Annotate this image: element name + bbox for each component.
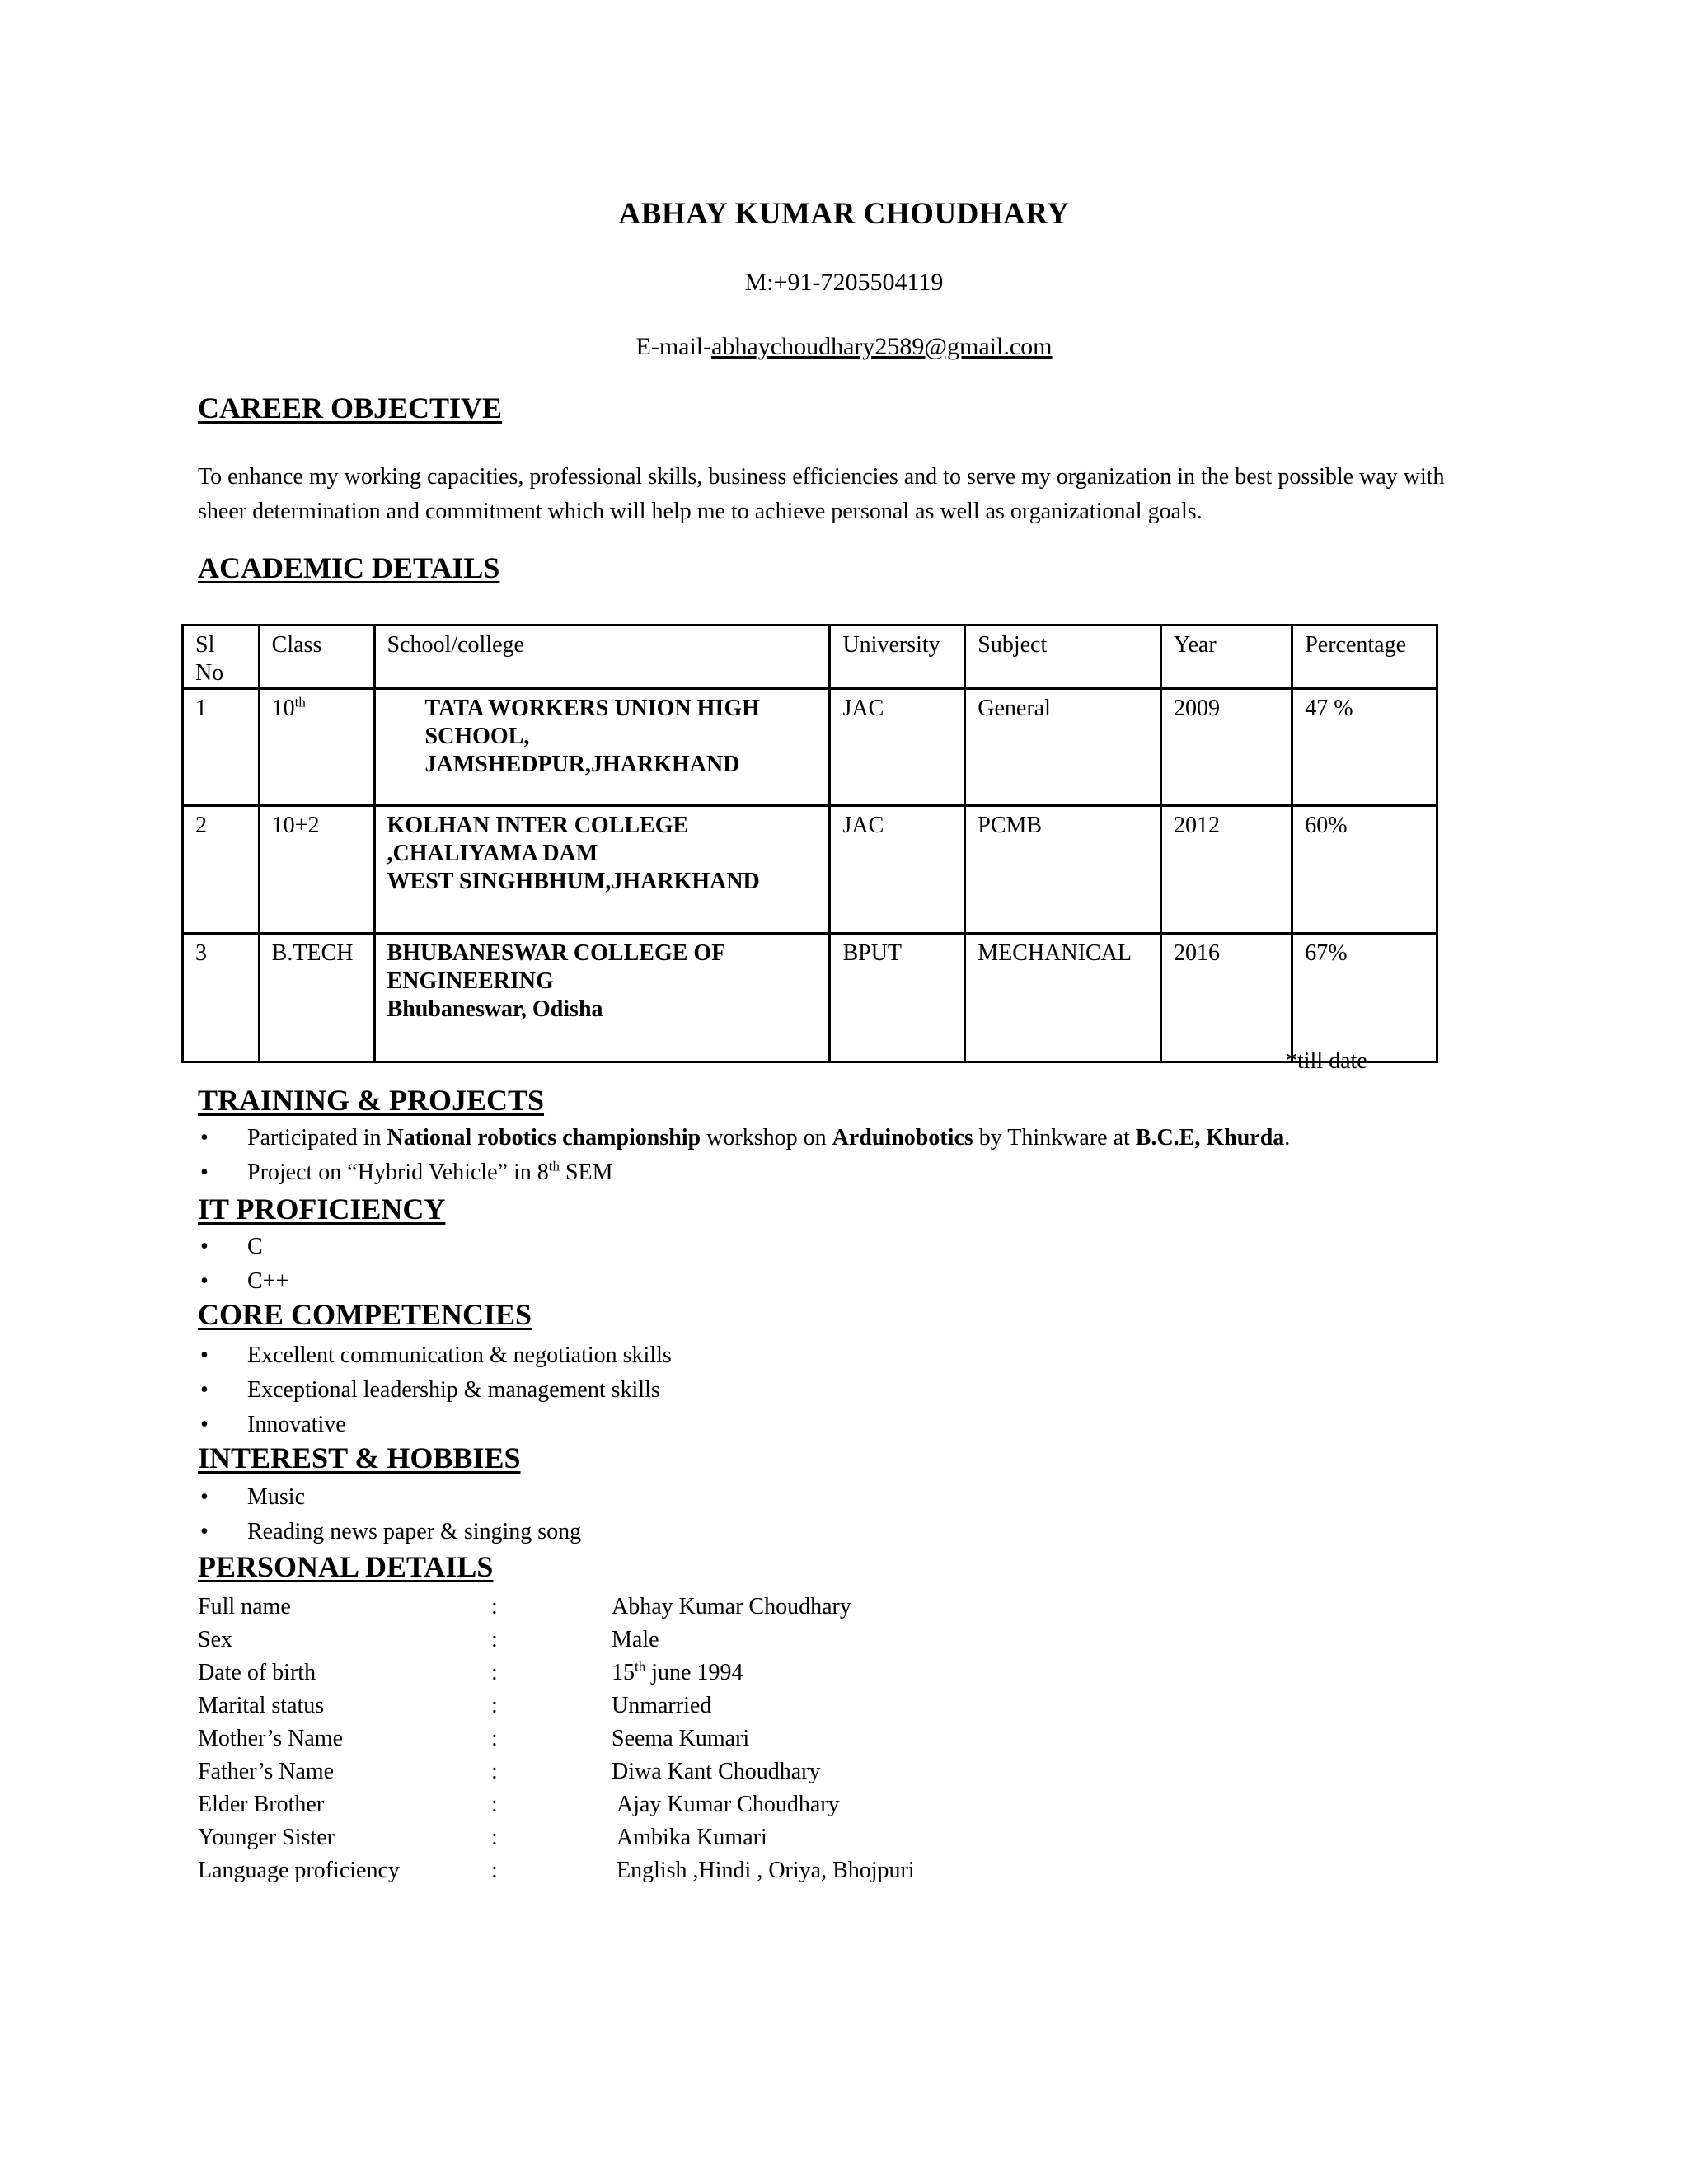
table-header-row [183,626,1437,689]
personal-value: Unmarried [612,1693,712,1718]
personal-value: Abhay Kumar Choudhary [612,1594,851,1619]
cell-percentage: 47 % [1292,689,1437,806]
cell-university: JAC [830,689,965,806]
till-date-footnote: *till date [1286,1048,1367,1074]
personal-label: Mother’s Name [198,1726,343,1751]
list-item: • Project on “Hybrid Vehicle” in 8th SEM [198,1155,1290,1190]
personal-colon: : [491,1627,498,1652]
personal-value: Ambika Kumari [617,1825,767,1850]
personal-colon: : [491,1792,498,1817]
list-item: • C [198,1230,288,1264]
personal-label: Younger Sister [198,1825,335,1850]
training-projects-heading: TRAINING & PROJECTS [198,1084,545,1117]
personal-colon: : [491,1759,498,1784]
email-link[interactable]: abhaychoudhary2589@gmail.com [711,333,1053,360]
cell-class: B.TECH [259,934,374,1062]
personal-value: 15th june 1994 [612,1658,743,1685]
cell-university: BPUT [830,934,965,1062]
list-item: • Innovative [198,1408,672,1442]
personal-details-heading: PERSONAL DETAILS [198,1550,494,1583]
cell-sl: 2 [183,806,260,934]
personal-colon: : [491,1660,498,1685]
cell-percentage: 60% [1292,806,1437,934]
email-line [0,333,1688,361]
candidate-name: ABHAY KUMAR CHOUDHARY [618,197,1070,231]
cell-subject: General [965,689,1161,806]
personal-colon: : [491,1825,498,1850]
cell-sl: 3 [183,934,260,1062]
core-list [198,1338,672,1442]
career-objective-heading: CAREER OBJECTIVE [198,391,503,424]
cell-class: 10th [259,689,374,806]
interest-hobbies-heading: INTEREST & HOBBIES [198,1441,521,1474]
personal-label: Language proficiency [198,1858,400,1883]
cell-year: 2009 [1161,689,1292,806]
personal-colon: : [491,1726,498,1751]
personal-value: Male [612,1627,659,1652]
col-header-year: Year [1161,626,1292,689]
interest-list [198,1480,581,1549]
col-header-sl: Sl No [183,626,260,689]
personal-label: Full name [198,1594,291,1619]
cell-year: 2012 [1161,806,1292,934]
personal-value: Diwa Kant Choudhary [612,1759,821,1784]
personal-value: English ,Hindi , Oriya, Bhojpuri [617,1858,915,1883]
table-row [183,689,1437,806]
col-header-percentage: Percentage [1292,626,1437,689]
academic-details-heading: ACADEMIC DETAILS [198,551,500,584]
it-list [198,1230,288,1299]
col-header-subject: Subject [965,626,1161,689]
personal-colon: : [491,1594,498,1619]
personal-colon: : [491,1858,498,1883]
training-list [198,1121,1290,1190]
col-header-university: University [830,626,965,689]
personal-label: Father’s Name [198,1759,335,1784]
cell-sl: 1 [183,689,260,806]
cell-subject: MECHANICAL [965,934,1161,1062]
core-competencies-heading: CORE COMPETENCIES [198,1298,532,1331]
col-header-school: School/college [374,626,830,689]
table-row [183,934,1437,1062]
academic-table [181,624,1438,1063]
cell-school: TATA WORKERS UNION HIGH SCHOOL, JAMSHEDPUR,JHARKHAND [374,689,830,806]
personal-label: Date of birth [198,1660,316,1685]
cell-class: 10+2 [259,806,374,934]
cell-school: KOLHAN INTER COLLEGE ,CHALIYAMA DAM WEST SINGHBHUM,JHARKHAND [374,806,830,934]
it-proficiency-heading: IT PROFICIENCY [198,1193,446,1226]
career-objective-text: To enhance my working capacities, professional skills, business efficiencies and to serve my organization in the best possible way with sheer determination and commitment which will help me to achieve personal as well as organizational goals. [198,464,1445,524]
personal-colon: : [491,1693,498,1718]
list-item: • Excellent communication & negotiation skills [198,1338,672,1373]
cell-subject: PCMB [965,806,1161,934]
personal-value: Seema Kumari [612,1726,750,1751]
list-item: • Reading news paper & singing song [198,1515,581,1549]
table-row [183,806,1437,934]
list-item: • Participated in National robotics championship workshop on Arduinobotics by Thinkware at B.C.E, Khurda. [198,1121,1290,1155]
list-item: • C++ [198,1264,288,1299]
email-prefix: E-mail- [635,333,712,360]
cell-school: BHUBANESWAR COLLEGE OF ENGINEERING Bhubaneswar, Odisha [374,934,830,1062]
personal-value: Ajay Kumar Choudhary [617,1792,840,1817]
mobile-number: M:+91-7205504119 [744,269,944,296]
col-header-class: Class [259,626,374,689]
personal-label: Sex [198,1627,232,1652]
list-item: • Music [198,1480,581,1515]
list-item: • Exceptional leadership & management skills [198,1373,672,1408]
cell-university: JAC [830,806,965,934]
cell-percentage: 67% [1292,934,1437,1062]
cell-year: 2016 [1161,934,1292,1062]
personal-label: Marital status [198,1693,325,1718]
personal-label: Elder Brother [198,1792,325,1817]
